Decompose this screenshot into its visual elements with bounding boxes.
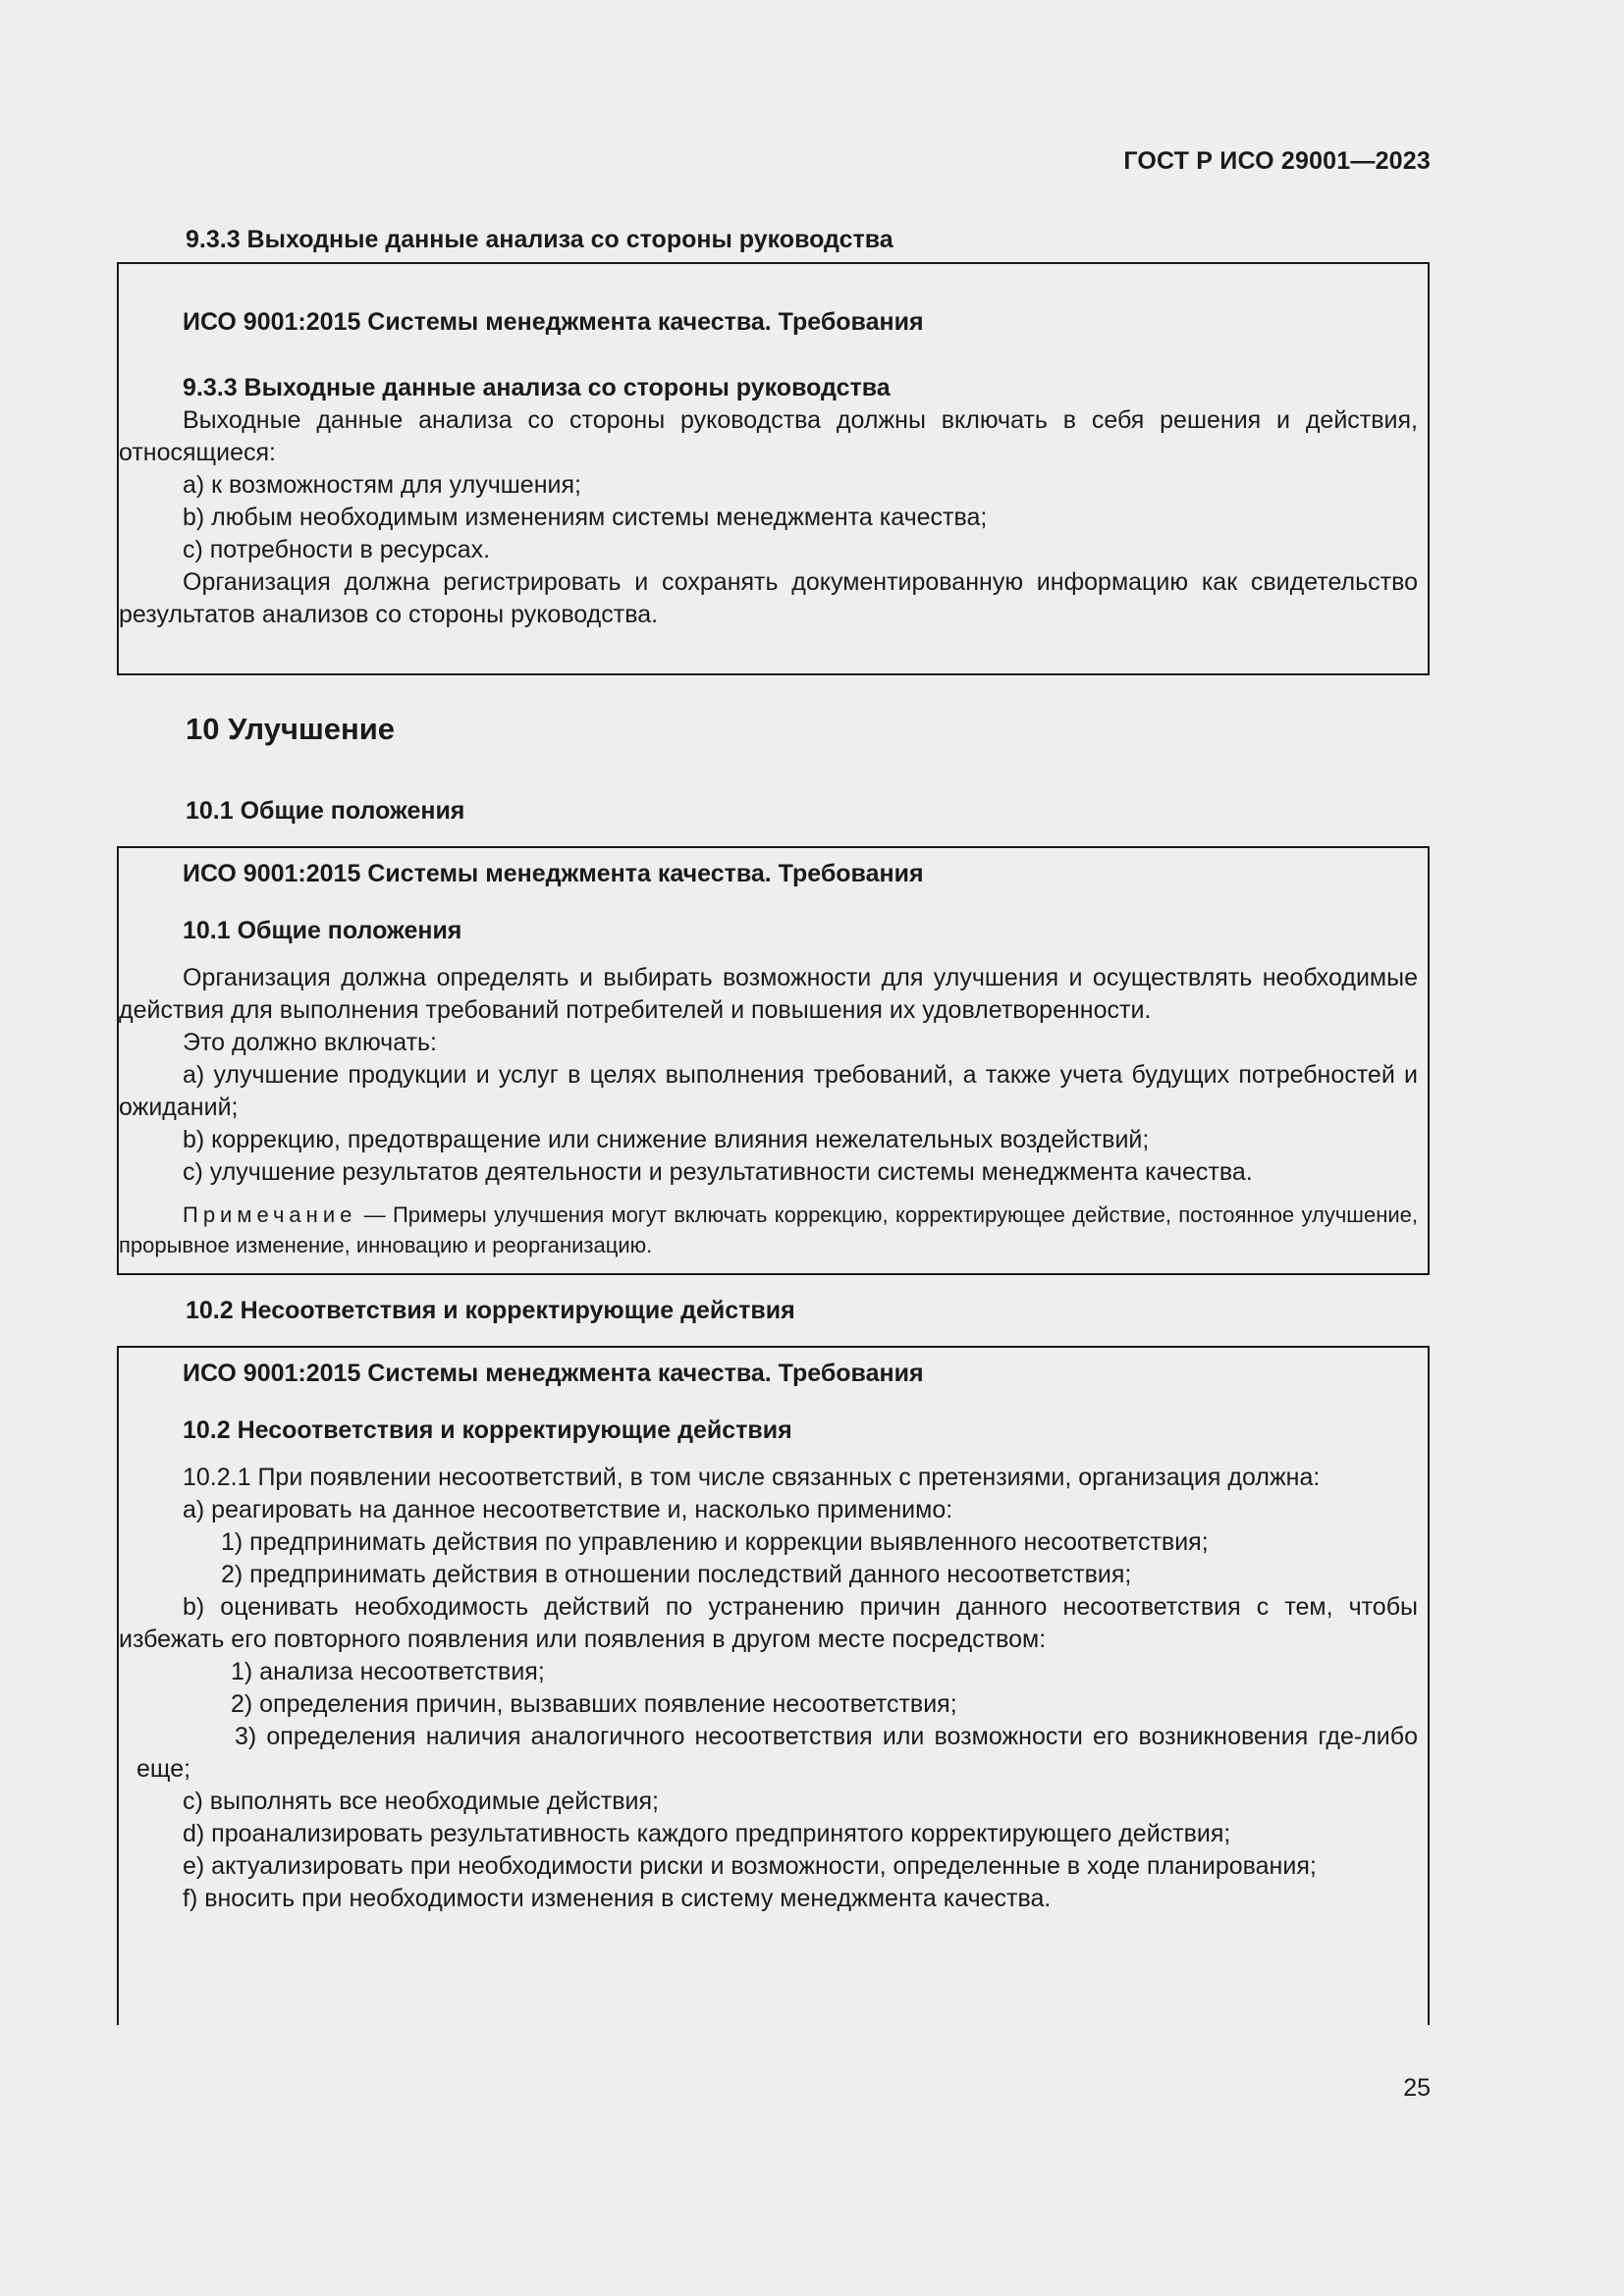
standard-header: ГОСТ Р ИСО 29001—2023 [1123, 147, 1431, 175]
iso-quote-box-10-1 [117, 846, 1430, 1275]
box-paragraph: 10.2.1 При появлении несоответствий, в том числе связанных с претензиями, организация должна: [183, 1464, 1321, 1491]
iso-quote-box-10-2 [117, 1346, 1430, 2025]
list-item: a) к возможностям для улучшения; [183, 471, 581, 499]
box-section-heading: 10.2 Несоответствия и корректирующие действия [183, 1416, 792, 1444]
box-source-title: ИСО 9001:2015 Системы менеджмента качества. Требования [183, 308, 924, 336]
box-paragraph: Это должно включать: [183, 1029, 437, 1056]
iso-quote-box-9-3-3 [117, 262, 1430, 675]
list-item: c) улучшение результатов деятельности и результативности системы менеджмента качества. [183, 1158, 1253, 1186]
box-source-title: ИСО 9001:2015 Системы менеджмента качества. Требования [183, 860, 924, 887]
box-source-title: ИСО 9001:2015 Системы менеджмента качества. Требования [183, 1360, 924, 1387]
note-label: Примечание [183, 1202, 357, 1227]
section-9-3-3-heading: 9.3.3 Выходные данные анализа со стороны руководства [186, 226, 893, 253]
page-number: 25 [1403, 2074, 1431, 2102]
list-item: c) выполнять все необходимые действия; [183, 1788, 659, 1815]
box-intro-text: Выходные данные анализа со стороны руководства должны включать в себя решения и действия, относящиеся: [119, 406, 1418, 466]
list-item: f) вносить при необходимости изменения в систему менеджмента качества. [183, 1885, 1052, 1912]
list-item: b) оценивать необходимость действий по устранению причин данного несоответствия с тем, чтобы избежать его повторного появления или появления в другом месте посредством: [119, 1593, 1418, 1653]
list-item: c) потребности в ресурсах. [183, 536, 491, 563]
box-closing-text: Организация должна регистрировать и сохранять документированную информацию как свидетельство результатов анализов со стороны руководства. [119, 568, 1418, 628]
list-item: e) актуализировать при необходимости риски и возможности, определенные в ходе планирования; [183, 1852, 1317, 1880]
sub-list-item: 3) определения наличия аналогичного несоответствия или возможности его возникновения где-либо еще; [136, 1723, 1418, 1783]
section-10-1-heading: 10.1 Общие положения [186, 797, 465, 825]
section-10-2-heading: 10.2 Несоответствия и корректирующие действия [186, 1297, 795, 1324]
list-item: b) любым необходимым изменениям системы менеджмента качества; [183, 504, 988, 531]
box-section-heading: 10.1 Общие положения [183, 917, 462, 944]
note-paragraph [119, 1200, 1418, 1260]
list-item: a) улучшение продукции и услуг в целях выполнения требований, а также учета будущих потребностей и ожиданий; [119, 1061, 1418, 1121]
list-item: b) коррекцию, предотвращение или снижение влияния нежелательных воздействий; [183, 1126, 1150, 1153]
list-item: d) проанализировать результативность каждого предпринятого корректирующего действия; [183, 1820, 1231, 1847]
box-paragraph: Организация должна определять и выбирать возможности для улучшения и осуществлять необходимые действия для выполнения требований потребителей и повышения их удовлетворенности. [119, 964, 1418, 1024]
sub-list-item: 2) определения причин, вызвавших появление несоответствия; [231, 1690, 957, 1718]
note-text: — Примеры улучшения могут включать коррекцию, корректирующее действие, постоянное улучшение, прорывное изменение, инновацию и реорганизацию. [119, 1202, 1418, 1257]
box-section-heading: 9.3.3 Выходные данные анализа со стороны руководства [183, 374, 891, 401]
sub-list-item: 2) предпринимать действия в отношении последствий данного несоответствия; [221, 1561, 1132, 1588]
section-10-heading: 10 Улучшение [186, 712, 396, 746]
list-item: a) реагировать на данное несоответствие и, насколько применимо: [183, 1496, 953, 1523]
sub-list-item: 1) предпринимать действия по управлению и коррекции выявленного несоответствия; [221, 1528, 1209, 1556]
sub-list-item: 1) анализа несоответствия; [231, 1658, 545, 1685]
